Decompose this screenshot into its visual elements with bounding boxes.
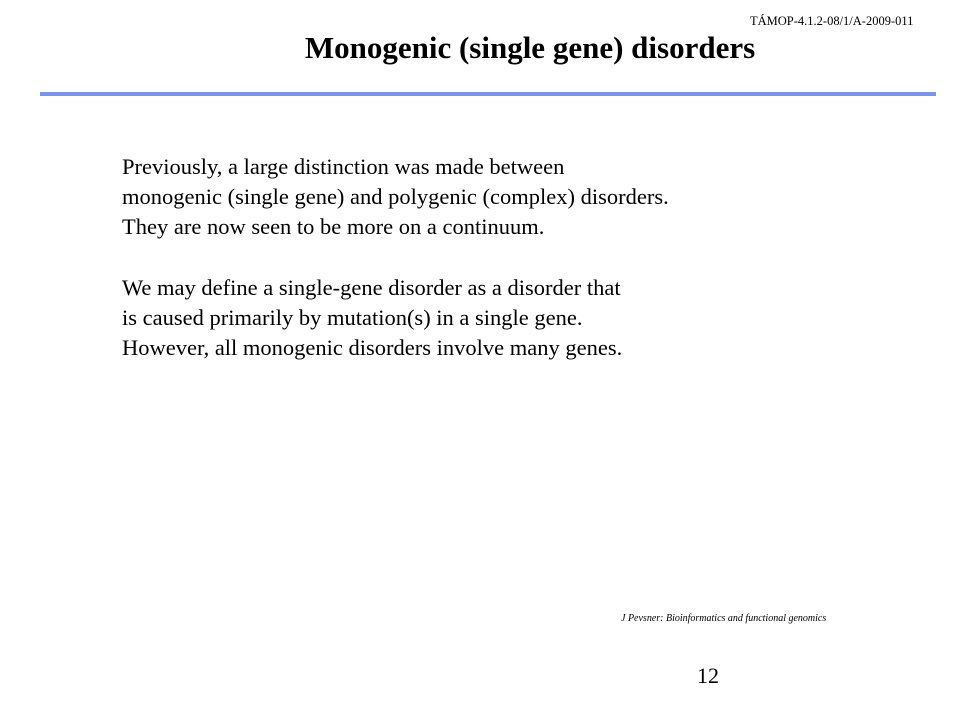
paragraph-line: monogenic (single gene) and polygenic (complex) disorders. [122, 184, 669, 209]
paragraph-1 [122, 152, 902, 242]
title-underline [40, 92, 936, 96]
slide-body [122, 152, 902, 363]
paragraph-line: We may define a single-gene disorder as a disorder that [122, 275, 621, 300]
paragraph-line: They are now seen to be more on a continuum. [122, 214, 545, 239]
paragraph-2 [122, 273, 902, 363]
paragraph-line: is caused primarily by mutation(s) in a single gene. [122, 305, 583, 330]
project-code: TÁMOP-4.1.2-08/1/A-2009-011 [750, 14, 914, 28]
slide-title: Monogenic (single gene) disorders [304, 30, 756, 65]
source-citation: J Pevsner: Bioinformatics and functional genomics [621, 613, 827, 624]
paragraph-line: However, all monogenic disorders involve many genes. [122, 335, 623, 360]
paragraph-line: Previously, a large distinction was made between [122, 154, 565, 179]
page-number: 12 [697, 663, 719, 688]
